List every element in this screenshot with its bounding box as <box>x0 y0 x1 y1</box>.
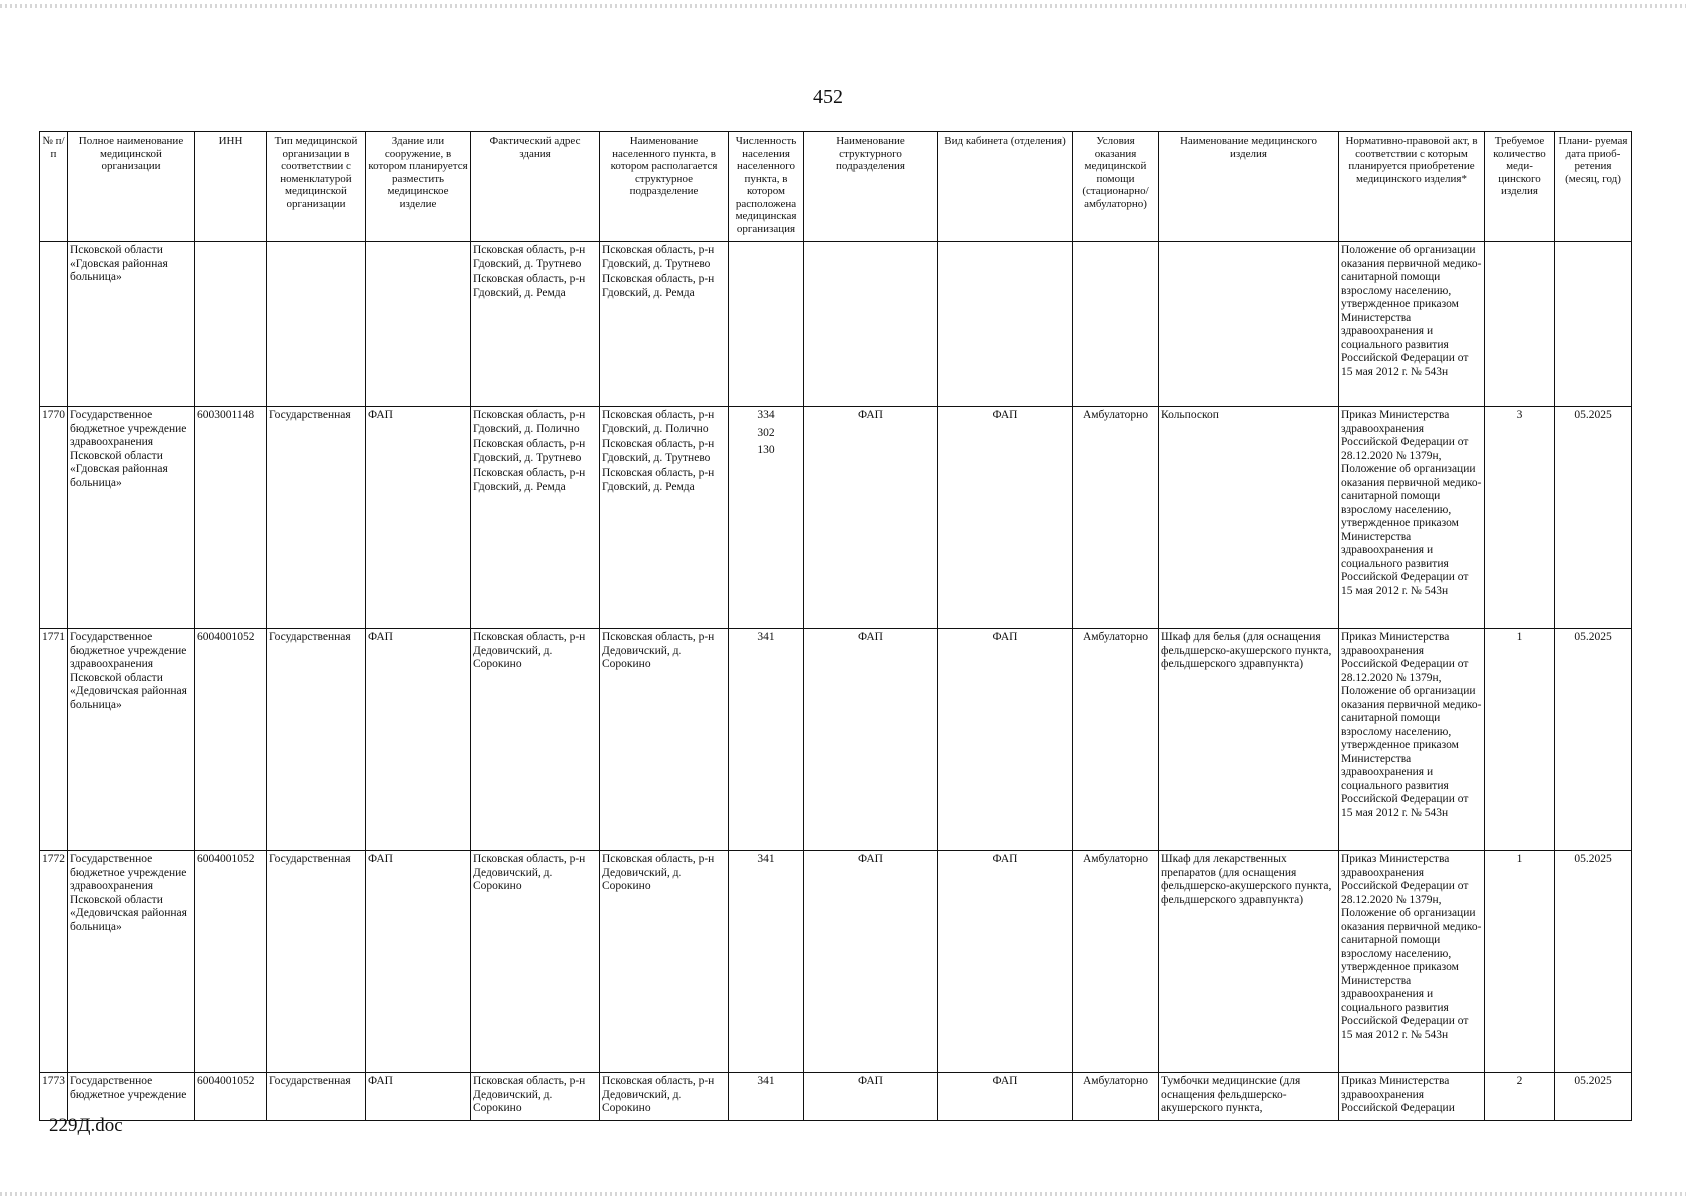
cell-structural-unit: ФАП <box>804 629 938 851</box>
cell-row-number: 1771 <box>40 629 68 851</box>
cell-device-name: Шкаф для белья (для оснащения фельдшерско-акушерского пункта, фельдшерского здравпункта) <box>1159 629 1339 851</box>
header-inn: ИНН <box>195 132 267 242</box>
cell-care-conditions: Амбулаторно <box>1073 1073 1159 1121</box>
cell-quantity: 2 <box>1485 1073 1555 1121</box>
settlement-entry: Псковская область, р-н Гдовский, д. Трутнево <box>602 438 715 464</box>
cell-settlement <box>600 851 729 1073</box>
cell-quantity <box>1485 242 1555 407</box>
cell-legal-act: Приказ Министерства здравоохранения Российской Федерации от 28.12.2020 № 1379н, Положение об организации оказания первичной медико-санитарной помощи взрослому населению, утвержденное приказом Министерства здравоохранения и социального развития Российской Федерации от 15 мая 2012 г. № 543н <box>1339 851 1485 1073</box>
cell-settlement <box>600 242 729 407</box>
address-entry: Псковская область, р-н Гдовский, д. Трутнево <box>473 244 586 270</box>
cell-address <box>471 407 600 629</box>
page-number: 452 <box>813 86 843 108</box>
cell-legal-act: Приказ Министерства здравоохранения Российской Федерации <box>1339 1073 1485 1121</box>
cell-address <box>471 1073 600 1121</box>
settlement-entry: Псковская область, р-н Гдовский, д. Трутнево <box>602 244 715 270</box>
cell-population <box>729 242 804 407</box>
cell-care-conditions <box>1073 242 1159 407</box>
settlement-entry: Псковская область, р-н Дедовичский, д. Сорокино <box>602 631 715 670</box>
cell-row-number <box>40 242 68 407</box>
cell-org-type: Государственная <box>267 1073 366 1121</box>
cell-org-name: Государственное бюджетное учреждение здравоохранения Псковской области «Дедовичская районная больница» <box>68 629 195 851</box>
cell-inn: 6004001052 <box>195 629 267 851</box>
cell-org-type <box>267 242 366 407</box>
cell-settlement <box>600 1073 729 1121</box>
header-address: Фактический адрес здания <box>471 132 600 242</box>
address-entry: Псковская область, р-н Гдовский, д. Ремда <box>473 273 586 299</box>
population-entry: 302 <box>757 426 775 439</box>
cell-row-number: 1773 <box>40 1073 68 1121</box>
cell-care-conditions: Амбулаторно <box>1073 851 1159 1073</box>
cell-building: ФАП <box>366 407 471 629</box>
table-row <box>40 242 1632 407</box>
table-row <box>40 407 1632 629</box>
population-entry: 334 <box>757 409 775 421</box>
cell-purchase-date: 05.2025 <box>1555 851 1632 1073</box>
table-row <box>40 851 1632 1073</box>
cell-inn <box>195 242 267 407</box>
header-population: Численность населения населенного пункта, в котором расположена медицинская организация <box>729 132 804 242</box>
cell-building: ФАП <box>366 629 471 851</box>
cell-row-number: 1772 <box>40 851 68 1073</box>
cell-structural-unit <box>804 242 938 407</box>
cell-cabinet-type: ФАП <box>938 407 1073 629</box>
cell-structural-unit: ФАП <box>804 1073 938 1121</box>
cell-quantity: 1 <box>1485 629 1555 851</box>
header-settlement: Наименование населенного пункта, в котором располагается структурное подразделение <box>600 132 729 242</box>
header-org: Полное наименование медицинской организации <box>68 132 195 242</box>
header-device: Наименование медицинского изделия <box>1159 132 1339 242</box>
cell-care-conditions: Амбулаторно <box>1073 407 1159 629</box>
header-cabinet: Вид кабинета (отделения) <box>938 132 1073 242</box>
settlement-entry: Псковская область, р-н Гдовский, д. Ремда <box>602 467 715 493</box>
equipment-table <box>39 131 1632 1121</box>
cell-address <box>471 242 600 407</box>
cell-inn: 6004001052 <box>195 1073 267 1121</box>
cell-purchase-date: 05.2025 <box>1555 629 1632 851</box>
population-entry: 130 <box>757 444 775 456</box>
cell-org-type: Государственная <box>267 629 366 851</box>
table-body <box>40 242 1632 1121</box>
population-entry: 341 <box>757 631 775 643</box>
population-entry: 341 <box>757 1075 775 1087</box>
cell-org-name: Государственное бюджетное учреждение здравоохранения Псковской области «Гдовская районная больница» <box>68 407 195 629</box>
cell-inn: 6003001148 <box>195 407 267 629</box>
cell-address <box>471 629 600 851</box>
cell-device-name: Шкаф для лекарственных препаратов (для оснащения фельдшерско-акушерского пункта, фельдшерского здравпункта) <box>1159 851 1339 1073</box>
settlement-entry: Псковская область, р-н Дедовичский, д. Сорокино <box>602 853 715 892</box>
cell-inn: 6004001052 <box>195 851 267 1073</box>
header-num: № п/п <box>40 132 68 242</box>
cell-care-conditions: Амбулаторно <box>1073 629 1159 851</box>
cell-population <box>729 629 804 851</box>
cell-cabinet-type: ФАП <box>938 1073 1073 1121</box>
settlement-entry: Псковская область, р-н Гдовский, д. Полично <box>602 409 715 435</box>
cell-legal-act: Приказ Министерства здравоохранения Российской Федерации от 28.12.2020 № 1379н, Положение об организации оказания первичной медико-санитарной помощи взрослому населению, утвержденное приказом Министерства здравоохранения и социального развития Российской Федерации от 15 мая 2012 г. № 543н <box>1339 629 1485 851</box>
cell-quantity: 3 <box>1485 407 1555 629</box>
cell-row-number: 1770 <box>40 407 68 629</box>
cell-org-type: Государственная <box>267 851 366 1073</box>
header-unit: Наименование структурного подразделения <box>804 132 938 242</box>
cell-purchase-date: 05.2025 <box>1555 1073 1632 1121</box>
cell-org-name: Государственное бюджетное учреждение <box>68 1073 195 1121</box>
cell-settlement <box>600 629 729 851</box>
address-entry: Псковская область, р-н Гдовский, д. Ремда <box>473 467 586 493</box>
cell-settlement <box>600 407 729 629</box>
header-date: Плани- руемая дата приоб- ретения (месяц, год) <box>1555 132 1632 242</box>
cell-building <box>366 242 471 407</box>
cell-device-name <box>1159 242 1339 407</box>
cell-building: ФАП <box>366 1073 471 1121</box>
cell-legal-act: Приказ Министерства здравоохранения Российской Федерации от 28.12.2020 № 1379н, Положение об организации оказания первичной медико-санитарной помощи взрослому населению, утвержденное приказом Министерства здравоохранения и социального развития Российской Федерации от 15 мая 2012 г. № 543н <box>1339 407 1485 629</box>
cell-cabinet-type: ФАП <box>938 851 1073 1073</box>
cell-address <box>471 851 600 1073</box>
settlement-entry: Псковская область, р-н Дедовичский, д. Сорокино <box>602 1075 715 1114</box>
cell-device-name: Тумбочки медицинские (для оснащения фельдшерско-акушерского пункта, <box>1159 1073 1339 1121</box>
cell-population <box>729 1073 804 1121</box>
cell-quantity: 1 <box>1485 851 1555 1073</box>
cell-cabinet-type: ФАП <box>938 629 1073 851</box>
cell-building: ФАП <box>366 851 471 1073</box>
cell-population <box>729 851 804 1073</box>
cell-purchase-date <box>1555 242 1632 407</box>
population-entry: 341 <box>757 853 775 865</box>
header-conditions: Условия оказания медицинской помощи (стационарно/ амбулаторно) <box>1073 132 1159 242</box>
address-entry: Псковская область, р-н Дедовичский, д. Сорокино <box>473 631 586 670</box>
header-type: Тип медицинской организации в соответствии с номенклатурой медицинской организации <box>267 132 366 242</box>
cell-org-type: Государственная <box>267 407 366 629</box>
address-entry: Псковская область, р-н Дедовичский, д. Сорокино <box>473 853 586 892</box>
header-building: Здание или сооружение, в котором планируется разместить медицинское изделие <box>366 132 471 242</box>
address-entry: Псковская область, р-н Гдовский, д. Трутнево <box>473 438 586 464</box>
scan-edge-top <box>0 4 1686 8</box>
table-header <box>40 132 1632 242</box>
table-row <box>40 629 1632 851</box>
address-entry: Псковская область, р-н Гдовский, д. Полично <box>473 409 586 435</box>
cell-population <box>729 407 804 629</box>
cell-org-name: Государственное бюджетное учреждение здравоохранения Псковской области «Дедовичская районная больница» <box>68 851 195 1073</box>
header-qty: Требуемое количество меди- цинского изделия <box>1485 132 1555 242</box>
footer-filename: 229Д.doc <box>49 1115 123 1136</box>
cell-purchase-date: 05.2025 <box>1555 407 1632 629</box>
header-act: Нормативно-правовой акт, в соответствии с которым планируется приобретение медицинского изделия* <box>1339 132 1485 242</box>
cell-legal-act: Положение об организации оказания первичной медико-санитарной помощи взрослому населению, утвержденное приказом Министерства здравоохранения и социального развития Российской Федерации от 15 мая 2012 г. № 543н <box>1339 242 1485 407</box>
table-row <box>40 1073 1632 1121</box>
cell-device-name: Кольпоскоп <box>1159 407 1339 629</box>
cell-cabinet-type <box>938 242 1073 407</box>
scan-edge-bottom <box>0 1192 1686 1196</box>
settlement-entry: Псковская область, р-н Гдовский, д. Ремда <box>602 273 715 299</box>
cell-structural-unit: ФАП <box>804 851 938 1073</box>
cell-org-name: Псковской области «Гдовская районная больница» <box>68 242 195 407</box>
header-row <box>40 132 1632 242</box>
cell-structural-unit: ФАП <box>804 407 938 629</box>
address-entry: Псковская область, р-н Дедовичский, д. Сорокино <box>473 1075 586 1114</box>
